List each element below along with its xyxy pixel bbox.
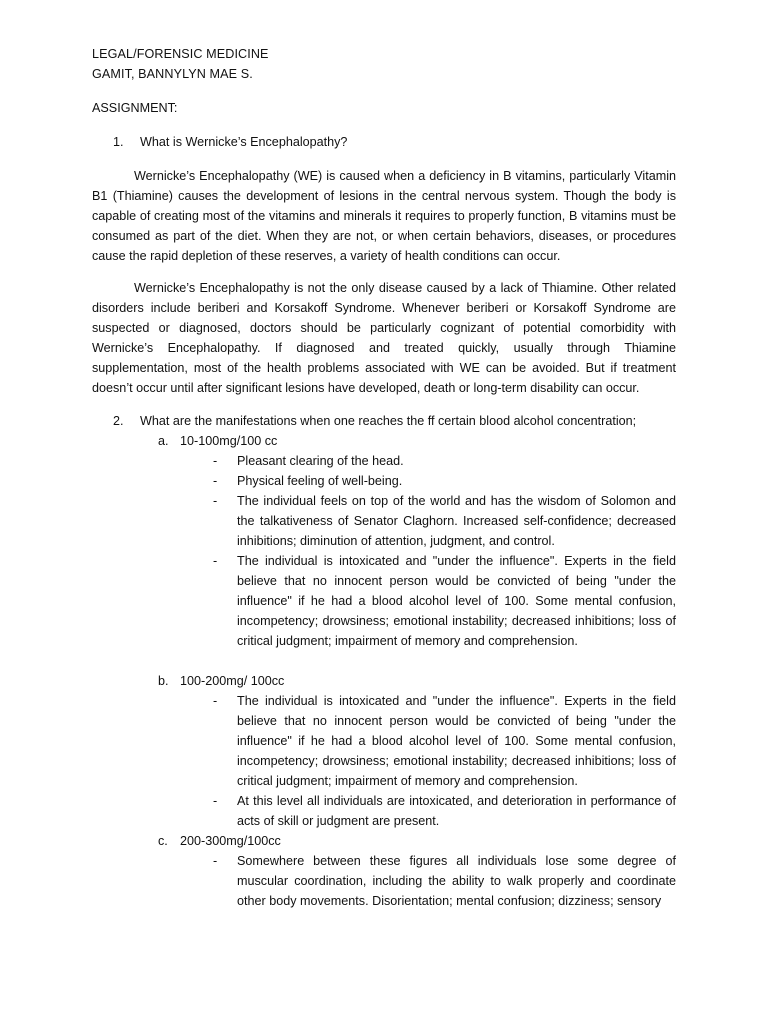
- list-item: [213, 791, 676, 831]
- bullet-text: Pleasant clearing of the head.: [237, 454, 404, 468]
- subitem-letter: a.: [158, 434, 169, 448]
- subitem-letter: c.: [158, 834, 168, 848]
- question-number: 1.: [113, 135, 124, 149]
- bullet-marker: -: [213, 474, 218, 488]
- subitem-b: [158, 671, 676, 691]
- list-item: [213, 691, 676, 791]
- paragraph: Wernicke’s Encephalopathy is not the only disease caused by a lack of Thiamine. Other related disorders include beriberi and Korsakoff Syndrome. Whenever beriberi or Korsakoff Syndrome are suspected or diagnosed, doctors should be particularly cognizant of potential comorbidity with Wernicke’s Encephalopathy. If diagnosed and treated quickly, usually through Thiamine supplementation, most of the health problems associated with WE can be avoided. But if treatment doesn’t occur until after significant lesions have developed, death or long-term disability can occur.: [92, 281, 676, 395]
- question-text: What are the manifestations when one reaches the ff certain blood alcohol concentration;: [140, 414, 637, 428]
- list-item: [213, 471, 676, 491]
- bullet-marker: -: [213, 794, 218, 808]
- question-text: What is Wernicke’s Encephalopathy?: [140, 135, 348, 149]
- list-item: [213, 851, 676, 911]
- bullet-text: The individual is intoxicated and "under the influence". Experts in the field believe that no innocent person would be convicted of being "under the influence" if he had a blood alcohol level of 100. Some mental confusion, incompetency; drowsiness; emotional instability; decreased inhibitions; loss of critical judgment; impairment of memory and comprehension.: [237, 694, 676, 788]
- list-item: [213, 491, 676, 551]
- bullet-text: The individual is intoxicated and "under the influence". Experts in the field believe that no innocent person would be convicted of being "under the influence" if he had a blood alcohol level of 100. Some mental confusion, incompetency; drowsiness; emotional instability; decreased inhibitions; loss of critical judgment; impairment of memory and comprehension.: [237, 554, 676, 648]
- subitem-c: [158, 831, 676, 851]
- bullet-marker: -: [213, 854, 218, 868]
- bullet-list: [213, 851, 676, 911]
- subitem-title: 200-300mg/100cc: [180, 834, 281, 848]
- subitem-title: 10-100mg/100 cc: [180, 434, 278, 448]
- question-1: [92, 132, 676, 152]
- subitem-title: 100-200mg/ 100cc: [180, 674, 285, 688]
- subitem-letter: b.: [158, 674, 169, 688]
- question-number: 2.: [113, 414, 124, 428]
- list-item: [213, 551, 676, 651]
- bullet-marker: -: [213, 554, 218, 568]
- bullet-text: Somewhere between these figures all individuals lose some degree of muscular coordination, including the ability to walk properly and coordinate other body movements. Disorientation; mental confusion; dizziness; sensory: [237, 854, 676, 908]
- bullet-text: The individual feels on top of the world and has the wisdom of Solomon and the talkativeness of Senator Claghorn. Increased self-confidence; decreased inhibitions; diminution of attention, judgment, and control.: [237, 494, 676, 548]
- bullet-marker: -: [213, 454, 218, 468]
- assignment-label: ASSIGNMENT:: [92, 101, 178, 115]
- list-item: [213, 451, 676, 471]
- subitem-a: [158, 431, 676, 451]
- bullet-text: Physical feeling of well-being.: [237, 474, 403, 488]
- bullet-list: [213, 451, 676, 651]
- bullet-marker: -: [213, 694, 218, 708]
- paragraph: Wernicke’s Encephalopathy (WE) is caused when a deficiency in B vitamins, particularly Vitamin B1 (Thiamine) causes the development of lesions in the central nervous system. Though the body is capable of creating most of the vitamins and minerals it requires to properly function, B vitamins must be consumed as part of the diet. When they are not, or when certain behaviors, diseases, or procedures cause the rapid depletion of these reserves, a variety of health conditions can occur.: [92, 169, 676, 263]
- question-2: [92, 411, 676, 431]
- bullet-text: At this level all individuals are intoxicated, and deterioration in performance of acts of skill or judgment are present.: [237, 794, 676, 828]
- author-name: GAMIT, BANNYLYN MAE S.: [92, 67, 253, 81]
- bullet-list: [213, 691, 676, 831]
- course-title: LEGAL/FORENSIC MEDICINE: [92, 47, 269, 61]
- bullet-marker: -: [213, 494, 218, 508]
